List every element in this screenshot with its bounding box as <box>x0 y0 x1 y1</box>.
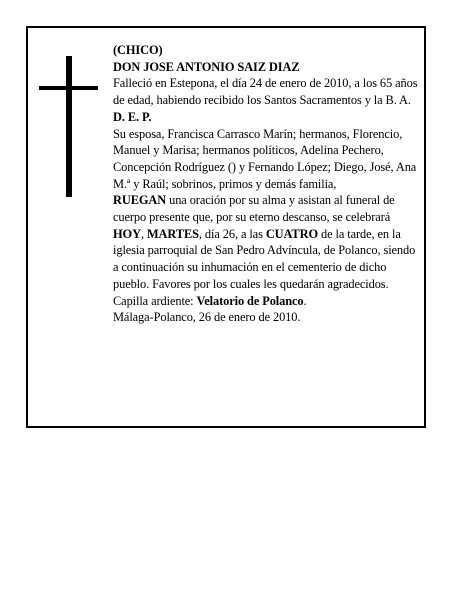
family-list: Su esposa, Francisca Carrasco Marín; hermanos, Florencio, Manuel y Marisa; hermanos políticos, Adelina Pechero, Concepción Rodríguez () y Fernando López; Diego, José, Ana M.ª y Raúl; sobrinos, primos y demás familia, <box>113 126 417 191</box>
cross-icon-vertical-bar <box>66 56 72 197</box>
chapel-place: Velatorio de Polanco <box>196 293 304 308</box>
chapel-label: Capilla ardiente: <box>113 293 197 308</box>
cross-icon-horizontal-bar <box>39 86 98 90</box>
dep-line: D. E. P. <box>113 109 152 124</box>
obituary-text <box>113 42 423 326</box>
cuatro-word: CUATRO <box>265 226 318 241</box>
nickname: (CHICO) <box>113 43 163 57</box>
chapel-end: . <box>303 293 307 308</box>
obituary-notice <box>26 26 426 428</box>
martes-word: MARTES <box>146 226 199 241</box>
deceased-name: DON JOSE ANTONIO SAIZ DIAZ <box>113 59 300 74</box>
death-statement: Falleció en Estepona, el día 24 de enero de 2010, a los 65 años de edad, habiendo recibido los Santos Sacramentos y la B. A. <box>113 76 418 108</box>
funeral-request <box>113 192 423 292</box>
request-text-1: una oración por su alma y asistan al funeral de cuerpo presente que, por su eterno descanso, se celebrará <box>113 193 395 225</box>
chapel-line <box>113 293 423 310</box>
request-comma: , <box>140 226 147 241</box>
hoy-word: HOY <box>113 226 141 241</box>
ruegan-word: RUEGAN <box>113 193 167 208</box>
request-text-3: de la tarde, en la iglesia parroquial de San Pedro Advíncula, de Polanco, siendo a continuación su inhumación en el cementerio de dicho pueblo. Favores por los cuales les quedarán agradecidos. <box>113 226 416 291</box>
request-text-2: , día 26, a las <box>198 226 266 241</box>
place-date: Málaga-Polanco, 26 de enero de 2010. <box>113 310 301 325</box>
